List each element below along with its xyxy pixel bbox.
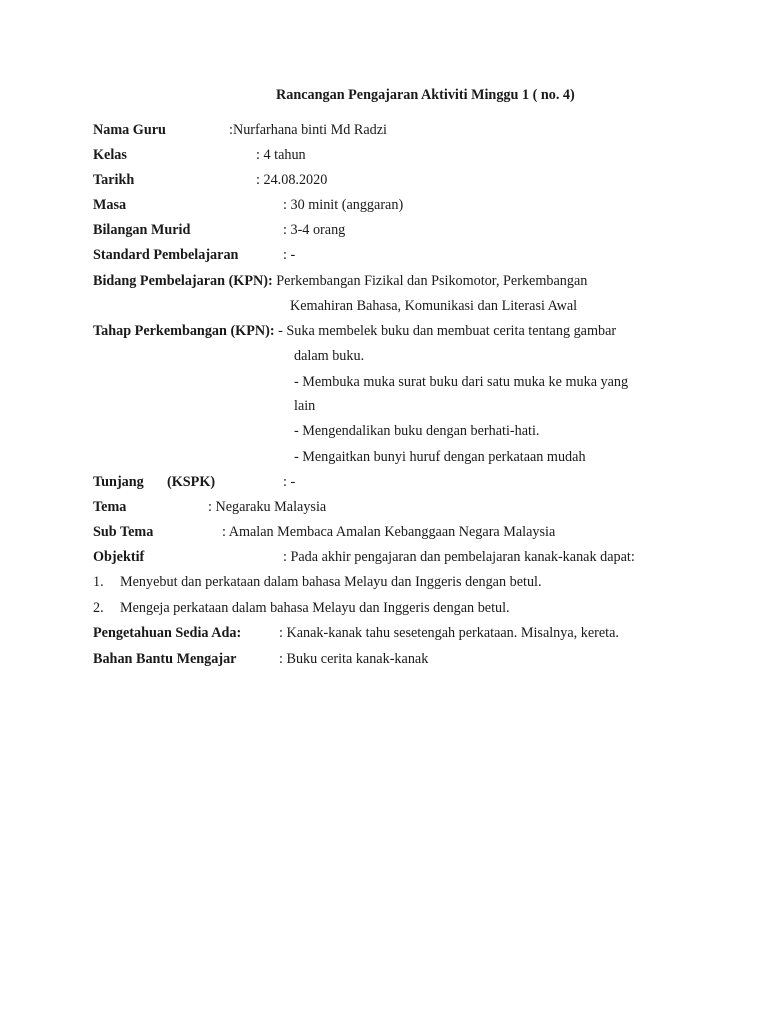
objective-number: 2. <box>93 600 104 616</box>
field-value-item: - Membuka muka surat buku dari satu muka ke muka yang <box>294 374 629 390</box>
field-value: : - <box>283 247 296 263</box>
field-tunjang <box>93 473 296 491</box>
field-value: : Kanak-kanak tahu sesetengah perkataan. Misalnya, kereta. <box>279 625 619 641</box>
field-label: Sub Tema <box>93 524 154 540</box>
field-tarikh <box>93 171 328 189</box>
field-label: Masa <box>93 197 127 213</box>
field-value: : 24.08.2020 <box>256 172 328 188</box>
field-kelas <box>93 146 306 164</box>
field-nama-guru <box>93 121 387 139</box>
field-value-continuation: dalam buku. <box>294 348 365 364</box>
field-label: Bidang Pembelajaran (KPN): <box>93 273 273 289</box>
objective-text: Mengeja perkataan dalam bahasa Melayu dan Inggeris dengan betul. <box>120 600 510 616</box>
field-bilangan-murid <box>93 221 346 239</box>
field-value: : Amalan Membaca Amalan Kebanggaan Negara Malaysia <box>222 524 556 540</box>
field-value: Perkembangan Fizikal dan Psikomotor, Perkembangan <box>276 273 588 289</box>
field-masa <box>93 196 404 214</box>
field-label: Standard Pembelajaran <box>93 247 239 263</box>
document-title: Rancangan Pengajaran Aktiviti Minggu 1 ( no. 4) <box>276 87 575 103</box>
field-label-suffix: (KSPK) <box>167 474 216 490</box>
field-value: : Pada akhir pengajaran dan pembelajaran kanak-kanak dapat: <box>283 549 635 565</box>
field-objektif <box>93 548 635 566</box>
field-label: Objektif <box>93 549 145 565</box>
field-value-continuation: lain <box>294 398 316 414</box>
field-label: Kelas <box>93 147 127 163</box>
field-label: Pengetahuan Sedia Ada: <box>93 625 242 641</box>
objective-number: 1. <box>93 574 104 590</box>
field-value: : Negaraku Malaysia <box>208 499 327 515</box>
field-value: : 4 tahun <box>256 147 306 163</box>
field-bidang-pembelajaran <box>93 272 587 290</box>
field-label: Bahan Bantu Mengajar <box>93 651 237 667</box>
field-value-item: - Mengendalikan buku dengan berhati-hati. <box>294 423 540 439</box>
field-label: Tema <box>93 499 127 515</box>
field-standard-pembelajaran <box>93 246 296 264</box>
field-tahap-perkembangan <box>93 322 616 340</box>
field-pengetahuan-sedia-ada <box>93 624 619 642</box>
field-value-continuation: Kemahiran Bahasa, Komunikasi dan Literasi Awal <box>290 298 578 314</box>
field-tema <box>93 498 327 516</box>
field-value: : 30 minit (anggaran) <box>283 197 404 213</box>
objective-text: Menyebut dan perkataan dalam bahasa Melayu dan Inggeris dengan betul. <box>120 574 542 590</box>
objective-item <box>93 573 542 591</box>
field-value: :Nurfarhana binti Md Radzi <box>229 122 387 138</box>
field-bahan-bantu-mengajar <box>93 650 429 668</box>
field-label: Bilangan Murid <box>93 222 191 238</box>
objective-item <box>93 599 510 617</box>
field-label: Nama Guru <box>93 122 166 138</box>
field-label: Tarikh <box>93 172 135 188</box>
field-value: : 3-4 orang <box>283 222 346 238</box>
field-label: Tahap Perkembangan (KPN): <box>93 323 275 339</box>
field-value: - Suka membelek buku dan membuat cerita tentang gambar <box>278 323 617 339</box>
field-value: : - <box>283 474 296 490</box>
field-value: : Buku cerita kanak-kanak <box>279 651 429 667</box>
field-sub-tema <box>93 523 556 541</box>
field-label: Tunjang <box>93 474 144 490</box>
field-value-item: - Mengaitkan bunyi huruf dengan perkataan mudah <box>294 449 586 465</box>
